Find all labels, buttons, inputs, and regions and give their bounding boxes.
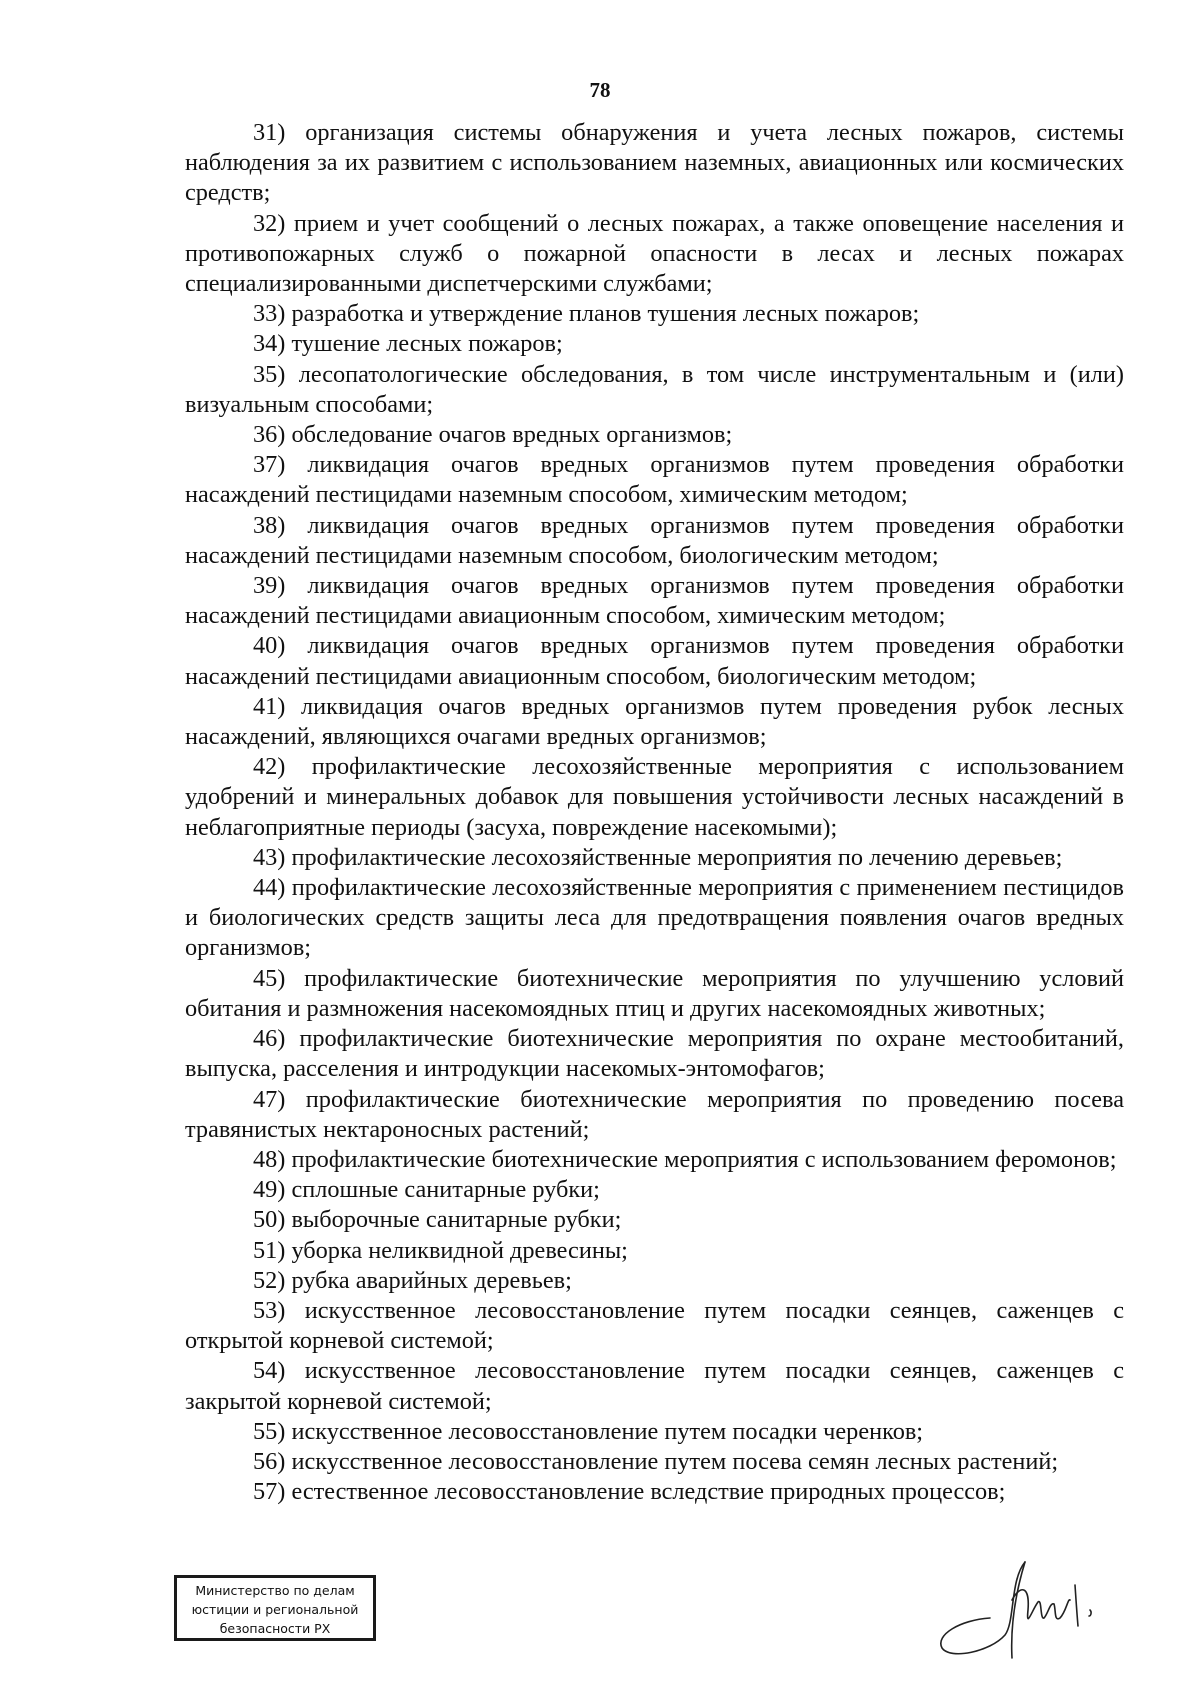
list-item: 40) ликвидация очагов вредных организмов путем проведения обработки насаждений пестицидами авиационным способом, биологическим методом; — [185, 632, 1124, 690]
list-item: 54) искусственное лесовосстановление путем посадки сеянцев, саженцев с закрытой корневой системой; — [185, 1357, 1124, 1415]
list-item: 41) ликвидация очагов вредных организмов путем проведения рубок лесных насаждений, являющихся очагами вредных организмов; — [185, 692, 1124, 751]
signature-icon — [930, 1540, 1130, 1670]
list-item: 47) профилактические биотехнические мероприятия по проведению посева травянистых нектароносных растений; — [185, 1085, 1124, 1143]
stamp-line: юстиции и региональной — [191, 1602, 359, 1617]
page-number: 78 — [589, 78, 611, 102]
list-item: 49) сплошные санитарные рубки; — [253, 1176, 600, 1204]
list-item: 42) профилактические лесохозяйственные мероприятия с использованием удобрений и минеральных добавок для повышения устойчивости лесных насаждений в неблагоприятные периоды (засуха, повреждение насекомыми); — [185, 753, 1124, 841]
list-item: 37) ликвидация очагов вредных организмов путем проведения обработки насаждений пестицидами наземным способом, химическим методом; — [185, 451, 1124, 509]
list-item: 48) профилактические биотехнические мероприятия с использованием феромонов; — [253, 1145, 1117, 1173]
list-item: 56) искусственное лесовосстановление путем посева семян лесных растений; — [253, 1447, 1059, 1475]
list-item: 36) обследование очагов вредных организмов; — [253, 421, 733, 449]
list-item: 46) профилактические биотехнические мероприятия по охране местообитаний, выпуска, расселения и интродукции насекомых-энтомофагов; — [185, 1025, 1124, 1083]
list-item: 55) искусственное лесовосстановление путем посадки черенков; — [253, 1417, 924, 1445]
list-item: 57) естественное лесовосстановление вследствие природных процессов; — [253, 1478, 1006, 1506]
list-item: 52) рубка аварийных деревьев; — [253, 1266, 572, 1294]
list-item: 45) профилактические биотехнические мероприятия по улучшению условий обитания и размножения насекомоядных птиц и других насекомоядных животных; — [185, 964, 1124, 1022]
list-item: 38) ликвидация очагов вредных организмов путем проведения обработки насаждений пестицидами наземным способом, биологическим методом; — [185, 511, 1124, 569]
list-item: 33) разработка и утверждение планов тушения лесных пожаров; — [253, 300, 920, 328]
list-item: 35) лесопатологические обследования, в том числе инструментальным и (или) визуальным способами; — [185, 360, 1124, 418]
list-item: 51) уборка неликвидной древесины; — [253, 1236, 628, 1264]
ministry-stamp — [174, 1575, 376, 1641]
list-item: 44) профилактические лесохозяйственные мероприятия с применением пестицидов и биологических средств защиты леса для предотвращения появления очагов вредных организмов; — [185, 874, 1124, 962]
list-item: 31) организация системы обнаружения и учета лесных пожаров, системы наблюдения за их развитием с использованием наземных, авиационных или космических средств; — [185, 119, 1124, 207]
document-body — [185, 118, 1124, 1507]
list-item: 39) ликвидация очагов вредных организмов путем проведения обработки насаждений пестицидами авиационным способом, химическим методом; — [185, 572, 1124, 630]
list-item: 32) прием и учет сообщений о лесных пожарах, а также оповещение населения и противопожарных служб о пожарной опасности в лесах и лесных пожарах специализированными диспетчерскими службами; — [185, 209, 1124, 298]
list-item: 43) профилактические лесохозяйственные мероприятия по лечению деревьев; — [253, 843, 1063, 871]
list-item: 50) выборочные санитарные рубки; — [253, 1206, 622, 1234]
stamp-line: безопасности РХ — [219, 1621, 331, 1636]
stamp-line: Министерство по делам — [195, 1583, 355, 1598]
list-item: 34) тушение лесных пожаров; — [253, 330, 563, 358]
list-item: 53) искусственное лесовосстановление путем посадки сеянцев, саженцев с открытой корневой системой; — [185, 1296, 1124, 1355]
